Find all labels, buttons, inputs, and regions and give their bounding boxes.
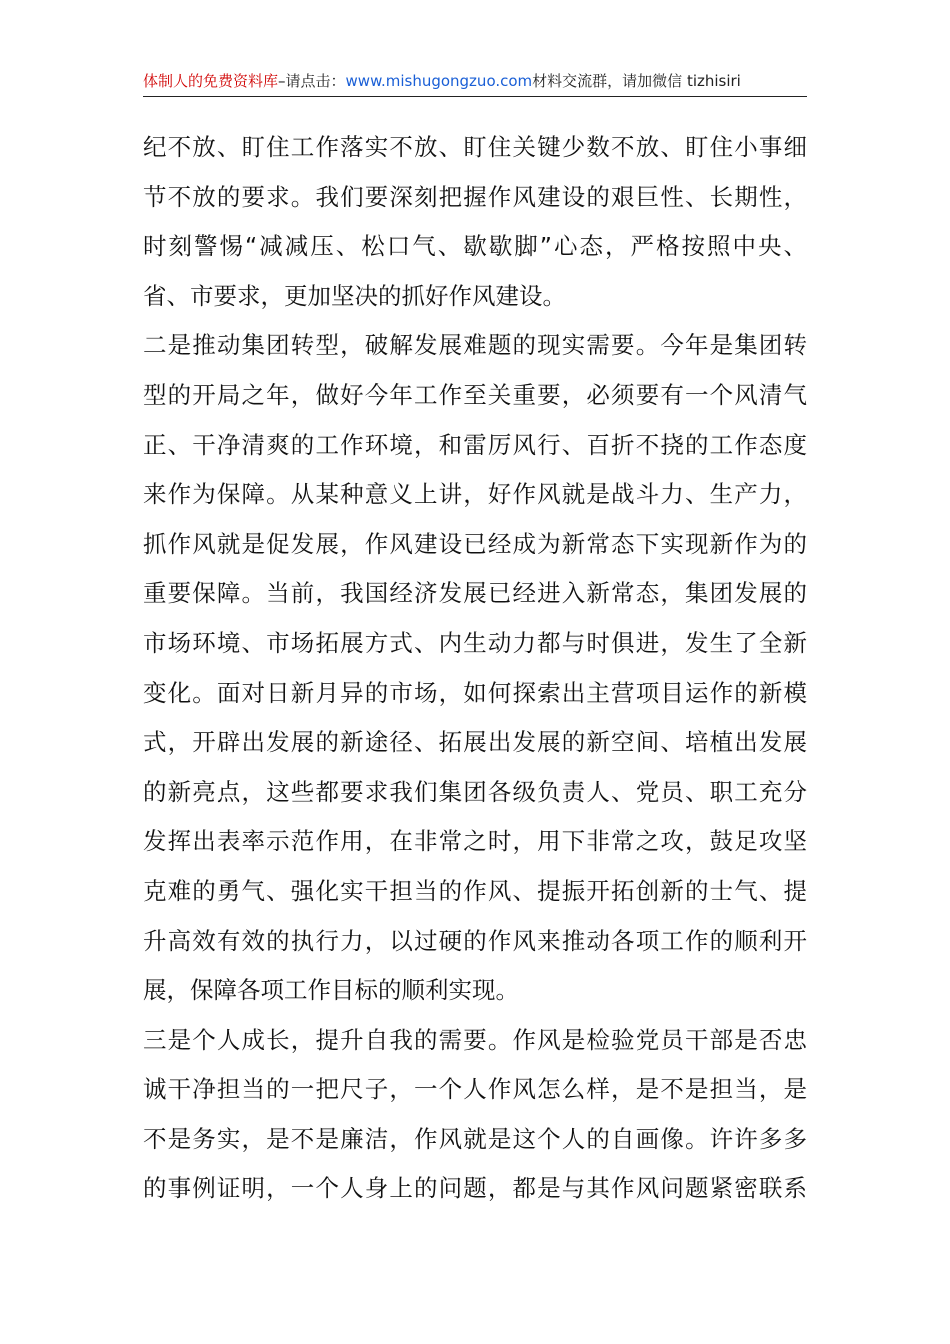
text-line: 抓作风就是促发展，作风建设已经成为新常态下实现新作为的 [143, 529, 807, 558]
text-line: 市场环境、市场拓展方式、内生动力都与时俱进，发生了全新 [143, 628, 807, 657]
text-line: 三是个人成长，提升自我的需要。作风是检验党员干部是否忠 [143, 1025, 807, 1054]
document-body [143, 123, 807, 1214]
text-line: 克难的勇气、强化实干担当的作风、提振开拓创新的士气、提 [143, 876, 807, 905]
text-line: 升高效有效的执行力，以过硬的作风来推动各项工作的顺利开 [143, 926, 807, 955]
header-brand: 体制人的免费资料库 [143, 72, 279, 90]
text-line: 变化。面对日新月异的市场，如何探索出主营项目运作的新模 [143, 678, 807, 707]
header-note: 材料交流群，请加微信 tizhisiri [532, 72, 741, 90]
text-line: 诚干净担当的一把尺子，一个人作风怎么样，是不是担当，是 [143, 1075, 807, 1104]
text-line: 来作为保障。从某种意义上讲，好作风就是战斗力、生产力， [143, 480, 807, 509]
header-url-link[interactable]: www.mishugongzuo.com [345, 72, 533, 90]
text-line: 节不放的要求。我们要深刻把握作风建设的艰巨性、长期性， [143, 182, 807, 211]
text-line: 纪不放、盯住工作落实不放、盯住关键少数不放、盯住小事细 [143, 133, 807, 161]
text-line: 发挥出表率示范作用，在非常之时，用下非常之攻，鼓足攻坚 [143, 827, 807, 856]
text-line: 时刻警惕“减减压、松口气、歇歇脚”心态，严格按照中央、 [143, 232, 807, 261]
text-line: 的新亮点，这些都要求我们集团各级负责人、党员、职工充分 [143, 777, 807, 806]
text-line: 不是务实，是不是廉洁，作风就是这个人的自画像。许许多多 [143, 1124, 807, 1153]
text-line: 省、市要求，更加坚决的抓好作风建设。 [143, 281, 566, 310]
text-line: 展，保障各项工作目标的顺利实现。 [143, 976, 519, 1005]
text-line: 型的开局之年，做好今年工作至关重要，必须要有一个风清气 [143, 380, 807, 409]
text-line: 正、干净清爽的工作环境，和雷厉风行、百折不挠的工作态度 [143, 430, 807, 459]
text-line: 重要保障。当前，我国经济发展已经进入新常态，集团发展的 [143, 579, 807, 608]
text-line: 式，开辟出发展的新途径、拓展出发展的新空间、培植出发展 [143, 728, 807, 757]
header-click-text: –请点击： [278, 72, 346, 90]
text-line: 二是推动集团转型，破解发展难题的现实需要。今年是集团转 [143, 331, 807, 360]
page-header [143, 68, 807, 97]
text-line: 的事例证明，一个人身上的问题，都是与其作风问题紧密联系 [143, 1174, 807, 1203]
